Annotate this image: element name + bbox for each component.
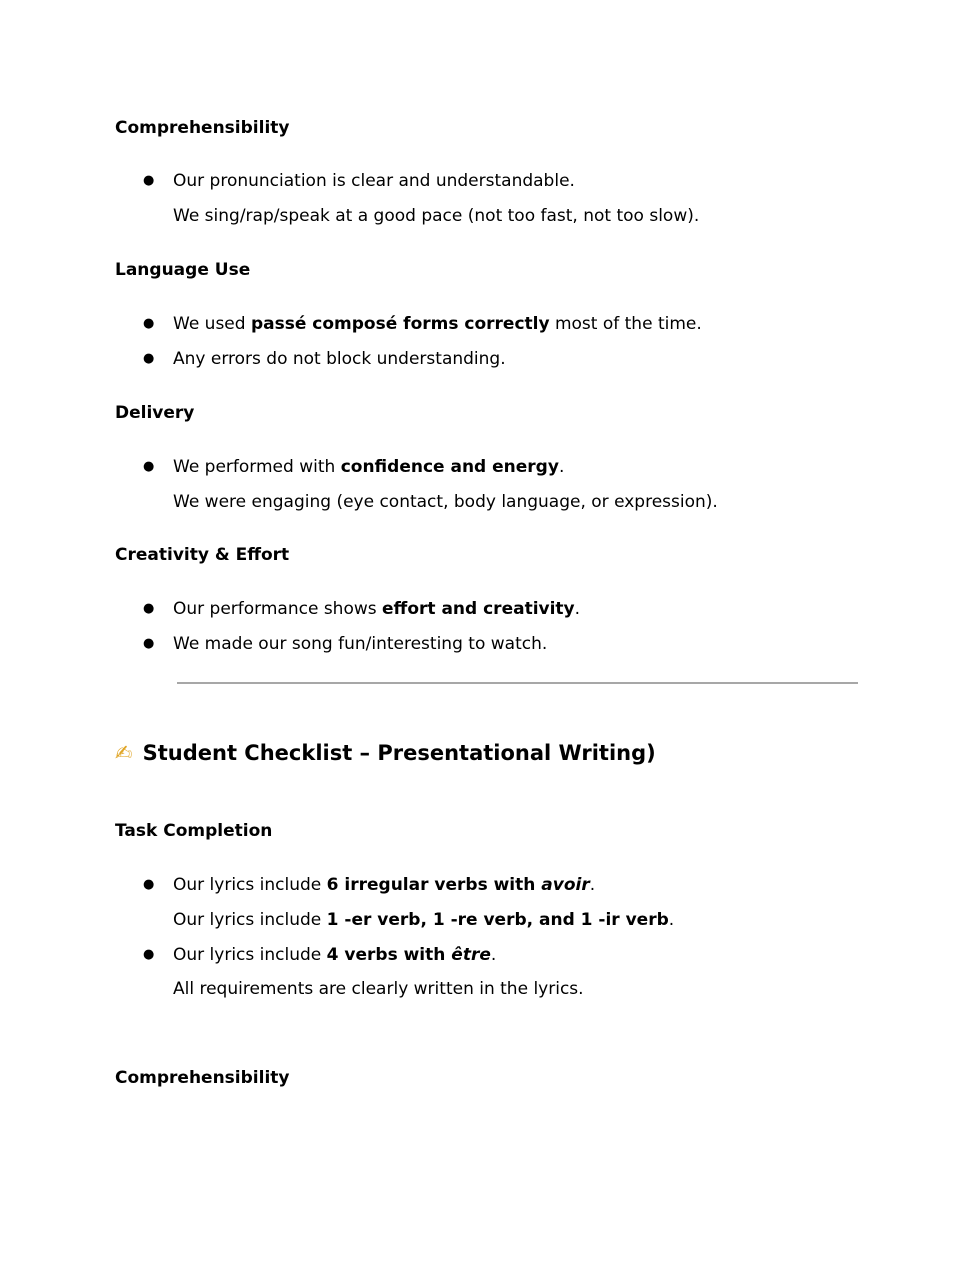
section-title [115,738,656,768]
checklist-item [173,313,702,335]
item-emphasis: effort and creativity [382,599,575,619]
item-text: most of the time. [549,314,702,334]
item-emphasis: 6 irregular verbs with [326,875,542,895]
checklist-item: Our pronunciation is clear and understandable. [173,171,575,191]
checklist-item-continuation: We sing/rap/speak at a good pace (not too fast, not too slow). [173,206,700,226]
item-text: . [589,875,596,895]
item-text: . [490,945,497,965]
item-text: . [558,457,565,477]
bullet-icon: ● [143,173,155,188]
creativity-effort-heading: Creativity & Effort [115,545,290,565]
bullet-icon: ● [143,351,155,366]
item-text: We used [173,314,251,334]
item-emphasis-italic: avoir [541,875,590,895]
item-text: Our lyrics include [173,875,327,895]
item-text: Our lyrics include [173,910,327,930]
item-emphasis: confidence and energy [340,457,559,477]
checklist-item [173,874,595,896]
item-emphasis: passé composé forms correctly [250,314,550,334]
checklist-item: Any errors do not block understanding. [173,349,506,369]
item-text: Our lyrics include [173,945,327,965]
comprehensibility-heading-writing: Comprehensibility [115,1068,290,1088]
checklist-item [173,598,580,620]
section-title-text: Student Checklist – Presentational Writing) [142,741,656,765]
checklist-item-continuation: All requirements are clearly written in the lyrics. [173,979,584,999]
comprehensibility-heading: Comprehensibility [115,118,290,138]
bullet-icon: ● [143,877,155,892]
delivery-heading: Delivery [115,403,195,423]
bullet-icon: ● [143,601,155,616]
bullet-icon: ● [143,316,155,331]
item-emphasis-italic: être [451,945,491,965]
checklist-item [173,456,564,478]
section-divider [177,682,858,684]
item-text: Our performance shows [173,599,383,619]
bullet-icon: ● [143,636,155,651]
item-text: . [668,910,675,930]
item-emphasis: 1 -er verb, 1 -re verb, and 1 -ir verb [326,910,669,930]
checklist-item: We made our song fun/interesting to watch. [173,634,548,654]
language-use-heading: Language Use [115,260,251,280]
task-completion-heading: Task Completion [115,821,273,841]
checklist-item-continuation [173,909,674,931]
item-text: We performed with [173,457,341,477]
writing-hand-icon: ✍ [115,741,133,765]
checklist-item [173,944,496,966]
item-text: . [574,599,581,619]
bullet-icon: ● [143,947,155,962]
checklist-item-continuation: We were engaging (eye contact, body language, or expression). [173,492,718,512]
bullet-icon: ● [143,459,155,474]
item-emphasis: 4 verbs with [326,945,452,965]
